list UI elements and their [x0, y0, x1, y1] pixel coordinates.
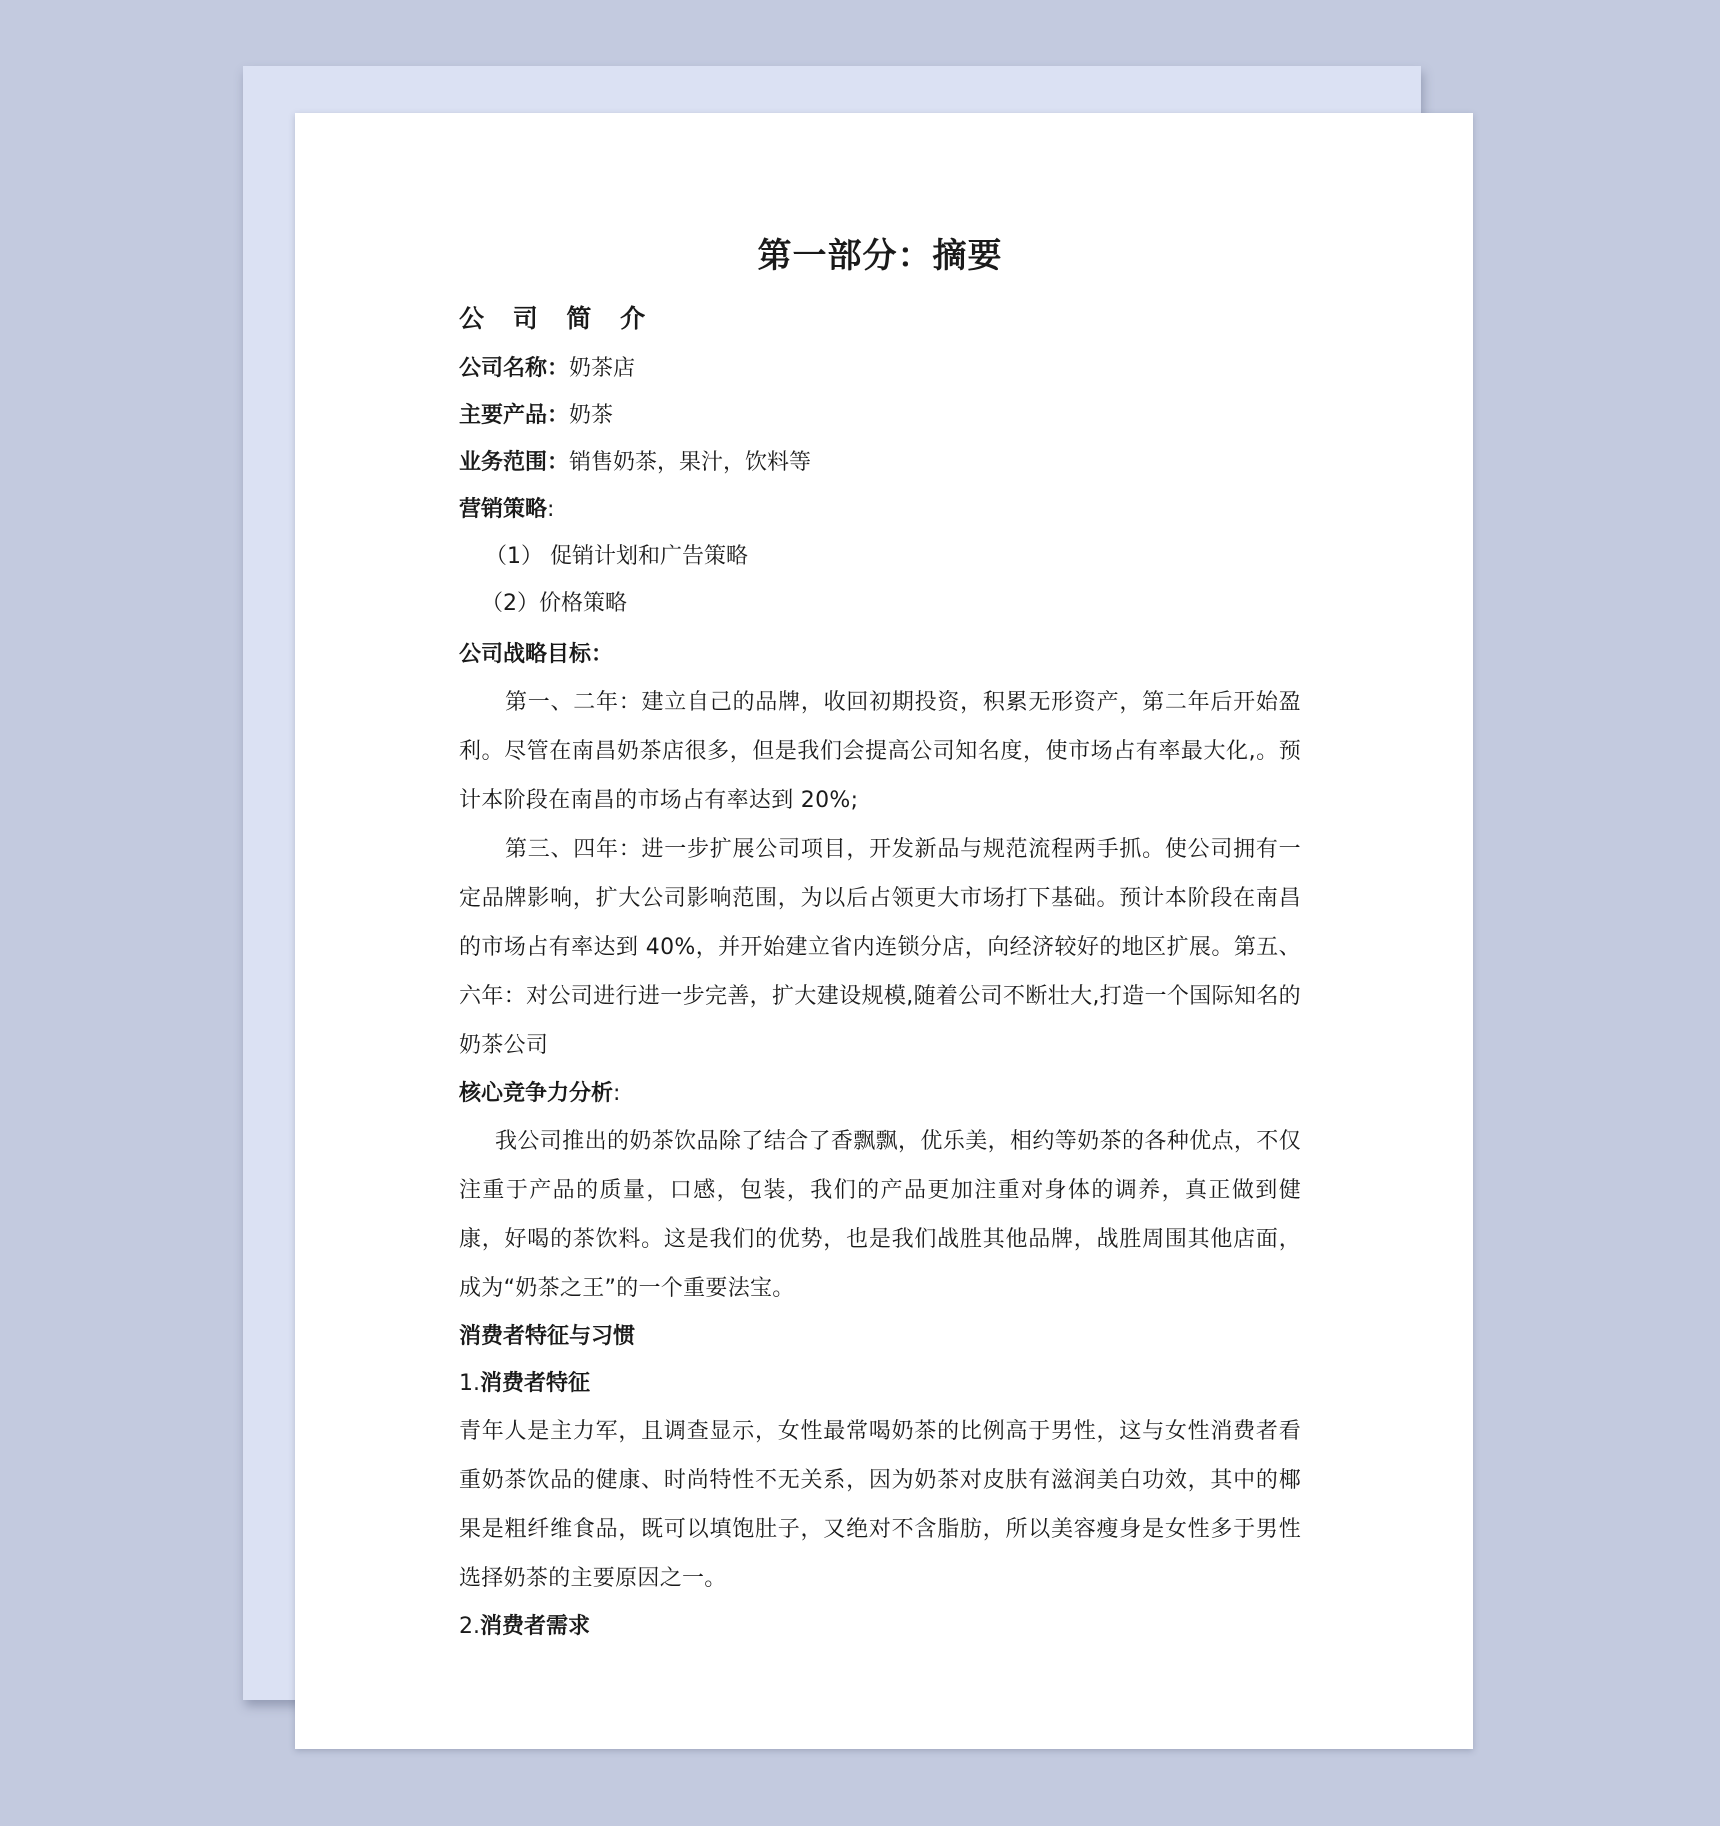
- company-name-label: 公司名称：: [459, 356, 570, 381]
- strategy-heading: 公司战略目标：: [459, 642, 614, 667]
- consumer-sub2-label: 消费者需求: [480, 1614, 591, 1639]
- consumer-sub-heading-1: [459, 1360, 1301, 1407]
- business-scope-value: 销售奶茶，果汁，饮料等: [569, 450, 812, 475]
- consumer-sub1-label: 消费者特征: [480, 1371, 591, 1396]
- marketing-item: （1） 促销计划和广告策略: [485, 544, 748, 569]
- company-name-line: [459, 345, 1301, 392]
- competitiveness-paragraph: 我公司推出的奶茶饮品除了结合了香飘飘，优乐美，相约等奶茶的各种优点，不仅注重于产品的质量，口感，包装，我们的产品更加注重对身体的调养，真正做到健康，好喝的茶饮料。这是我们的优势，也是我们战胜其他品牌，战胜周围其他店面，成为“奶茶之王”的一个重要法宝。: [459, 1129, 1301, 1301]
- competitiveness-heading-colon: :: [613, 1081, 621, 1106]
- marketing-item: （2）价格策略: [481, 591, 627, 616]
- consumer-sub2-number: 2.: [459, 1614, 480, 1639]
- document-page: [295, 113, 1473, 1749]
- strategy-paragraph: 第一、二年：建立自己的品牌，收回初期投资，积累无形资产，第二年后开始盈利。尽管在南昌奶茶店很多，但是我们会提高公司知名度，使市场占有率最大化,。预计本阶段在南昌的市场占有率达到 20%;: [459, 690, 1301, 813]
- consumer-sub-heading-2: [459, 1603, 1301, 1650]
- company-name-value: 奶茶店: [569, 356, 636, 381]
- competitiveness-heading-label: 核心竞争力分析: [459, 1081, 614, 1106]
- consumer-sub1-number: 1.: [459, 1371, 480, 1396]
- marketing-heading: [459, 486, 1301, 533]
- main-product-line: [459, 392, 1301, 439]
- main-product-label: 主要产品：: [459, 403, 570, 428]
- marketing-heading-colon: :: [547, 497, 555, 522]
- marketing-heading-label: 营销策略: [459, 497, 548, 522]
- document-title: 第一部分：摘要: [757, 236, 1003, 276]
- main-product-value: 奶茶: [569, 403, 614, 428]
- competitiveness-heading: [459, 1070, 1301, 1117]
- consumer-paragraph: 青年人是主力军，且调查显示，女性最常喝奶茶的比例高于男性，这与女性消费者看重奶茶饮品的健康、时尚特性不无关系，因为奶茶对皮肤有滋润美白功效，其中的椰果是粗纤维食品，既可以填饱肚子，又绝对不含脂肪，所以美容瘦身是女性多于男性选择奶茶的主要原因之一。: [459, 1419, 1301, 1591]
- document-content: [459, 235, 1301, 1650]
- business-scope-label: 业务范围：: [459, 450, 570, 475]
- section-heading-company-intro: 公 司 简 介: [459, 304, 656, 333]
- consumer-heading: 消费者特征与习惯: [459, 1324, 636, 1349]
- business-scope-line: [459, 439, 1301, 486]
- strategy-paragraph: 第三、四年：进一步扩展公司项目，开发新品与规范流程两手抓。使公司拥有一定品牌影响，扩大公司影响范围，为以后占领更大市场打下基础。预计本阶段在南昌的市场占有率达到 40%，并开始建立省内连锁分店，向经济较好的地区扩展。第五、六年：对公司进行进一步完善，扩大建设规模,随着公司不断壮大,打造一个国际知名的奶茶公司: [459, 837, 1301, 1058]
